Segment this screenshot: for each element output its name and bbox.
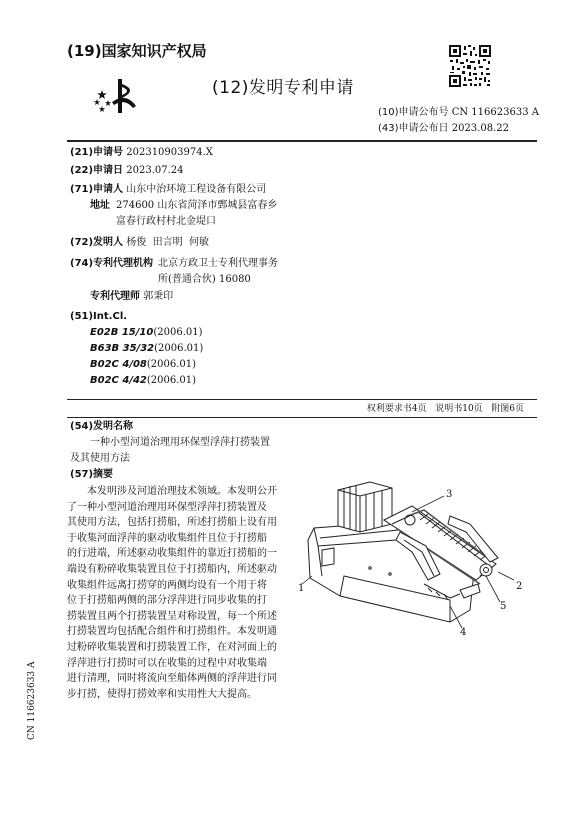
applicant-value: 山东中治环境工程设备有限公司 [126,184,267,195]
abstract-figure [300,480,530,640]
skimming-boat-drawing [300,480,530,640]
application-date [70,164,184,178]
agency-line-1: 北京方政卫士专利代理事务 [158,258,278,269]
address-line-2: 富春行政村村北金堤口 [116,216,216,227]
intcl-label: (51)Int.Cl. [70,311,128,322]
abstract-line: 步打捞，使得打捞效率和实用性大大提高。 [67,688,257,700]
abstract-line: 浮萍进行打捞时可以在收集的过程中对收集端 [67,657,267,669]
intcl-code: B63B 35/32 [90,343,155,354]
qr-code-icon [448,44,492,88]
page-counts: 权利要求书4页 说明书10页 附图6页 [366,404,524,414]
publication-date-label: (43)申请公布日 [378,123,449,134]
qr-code [448,44,492,88]
document-type-title: (12)发明专利申请 [212,78,354,98]
applicant [70,183,266,197]
intcl-version: (2006.01) [153,327,203,338]
application-number-value: 202310903974.X [126,147,213,158]
abstract-label: (57)摘要 [70,469,114,480]
header-rule [67,140,537,142]
publication-number [378,106,539,120]
abstract-line: 捞装置且两个打捞装置呈对称设置，每一个所述 [67,610,277,622]
figure-label: 4 [460,627,467,638]
abstract-line: 端设有粉碎收集装置且位于打捞船内，所述驱动 [67,563,277,575]
invention-title-label: (54)发明名称 [70,421,134,432]
intcl-item [90,342,203,356]
side-publication-number: CN 116623633 A [27,661,37,740]
figure-label: 1 [298,583,305,594]
intcl-item [90,326,203,340]
counts-rule-bottom [67,417,537,418]
abstract-line: 于收集河面浮萍的驱动收集组件且位于打捞船 [67,532,267,544]
agency-line-2: 所(普通合伙) 16080 [158,274,251,285]
intcl-code: E02B 15/10 [90,327,154,338]
application-date-label: (22)申请日 [70,165,124,176]
office-title: (19)国家知识产权局 [67,42,207,60]
patent-agent-value: 郭秉印 [143,291,174,302]
intcl-code: B02C 4/42 [90,375,147,386]
intcl-item [90,358,196,372]
abstract-text [67,484,287,702]
patent-agent-label: 专利代理师 [90,291,140,302]
inventors [70,236,209,250]
agency-label: (74)专利代理机构 [70,258,154,269]
invention-title-line-2: 及其使用方法 [70,453,130,464]
abstract-line: 其使用方法，包括打捞船，所述打捞船上设有用 [67,517,277,529]
abstract-line: 打捞装置均包括配合组件和打捞组件。本发明通 [67,626,277,638]
publication-date [378,122,509,136]
intcl-item [90,374,196,388]
figure-label: 5 [500,601,507,612]
invention-title-line-1: 一种小型河道治理用环保型浮萍打捞装置 [90,437,270,448]
cnipa-logo [92,76,144,116]
application-date-value: 2023.07.24 [126,165,184,176]
applicant-label: (71)申请人 [70,184,124,195]
intcl-version: (2006.01) [146,359,197,370]
publication-number-label: (10)申请公布号 [378,107,449,118]
abstract-line: 的行进端，所述驱动收集组件的靠近打捞船的一 [67,548,277,560]
abstract-line: 收集组件远离打捞穿的两侧均设有一个用于将 [67,579,267,591]
counts-rule-top [67,399,537,400]
patent-agent [90,290,173,304]
inventors-value: 杨俊 田言明 何敏 [126,237,209,248]
inventors-label: (72)发明人 [70,237,124,248]
figure-label: 2 [516,581,523,592]
application-number-label: (21)申请号 [70,147,124,158]
application-number [70,146,213,160]
publication-date-value: 2023.08.22 [451,123,509,134]
intcl-version: (2006.01) [154,343,204,354]
abstract-line: 了一种小型河道治理用环保型浮萍打捞装置及 [67,501,267,513]
logo-icon [92,76,144,116]
address-label: 地址 [90,200,110,211]
intcl-code: B02C 4/08 [90,359,147,370]
abstract-line: 进行清理，同时将流向至船体两侧的浮萍进行同 [67,673,277,685]
intcl-version: (2006.01) [146,375,197,386]
figure-label: 3 [446,489,453,500]
publication-number-value: CN 116623633 A [451,107,539,118]
abstract-line: 本发明涉及河道治理技术领域。本发明公开 [87,486,277,497]
abstract-line: 过粉碎收集装置和打捞装置工作，在对河面上的 [67,641,277,653]
abstract-line: 位于打捞船两侧的部分浮萍进行同步收集的打 [67,595,267,607]
address-line-1: 274600 山东省菏泽市鄄城县富春乡 [116,200,278,211]
